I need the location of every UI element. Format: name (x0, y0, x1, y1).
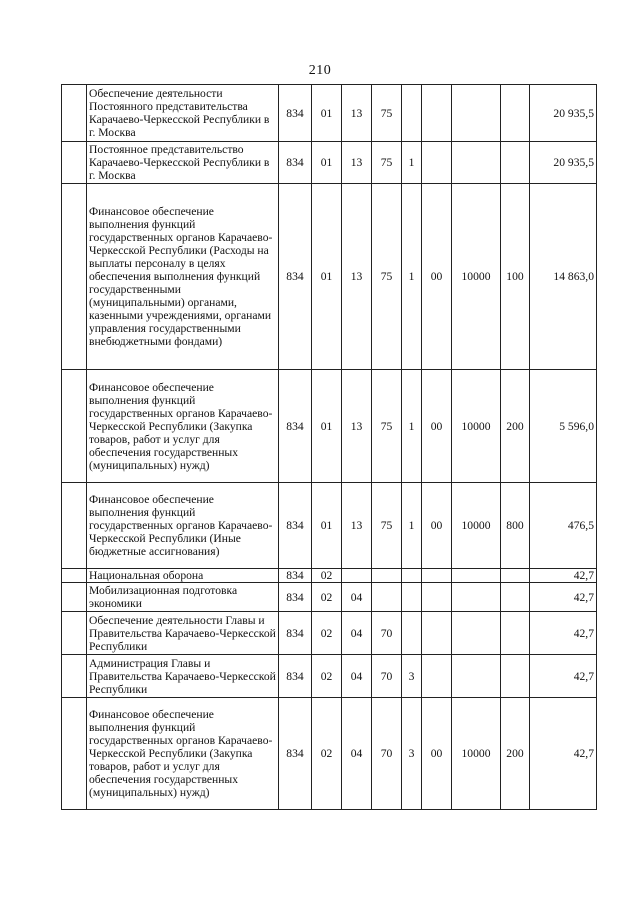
amount: 42,7 (530, 612, 597, 655)
subsection-code: 13 (342, 483, 372, 569)
table-row (62, 370, 597, 483)
budget-table (61, 84, 597, 810)
section-code: 01 (312, 184, 342, 370)
section-code: 01 (312, 483, 342, 569)
subsection-code: 04 (342, 583, 372, 612)
amount: 5 596,0 (530, 370, 597, 483)
table-row (62, 85, 597, 142)
section-code: 01 (312, 85, 342, 142)
item-name: Обеспечение деятельности Постоянного представительства Карачаево-Черкесской Республики в г. Москва (87, 85, 279, 142)
subprogram-code: 1 (402, 483, 422, 569)
activity-code: 00 (422, 483, 452, 569)
expense-type-code: 200 (501, 698, 530, 810)
expense-type-code (501, 655, 530, 698)
direction-code (452, 142, 501, 184)
direction-code: 10000 (452, 184, 501, 370)
table-row (62, 698, 597, 810)
direction-code: 10000 (452, 370, 501, 483)
amount: 42,7 (530, 655, 597, 698)
dept-code: 834 (279, 483, 312, 569)
program-code: 70 (372, 655, 402, 698)
item-name: Финансовое обеспечение выполнения функций государственных органов Карачаево-Черкесской Республики (Закупка товаров, работ и услуг для обеспечения государственных (муниципальных) нужд) (87, 698, 279, 810)
blank-cell (62, 85, 87, 142)
expense-type-code (501, 142, 530, 184)
subprogram-code: 3 (402, 698, 422, 810)
section-code: 02 (312, 612, 342, 655)
amount: 14 863,0 (530, 184, 597, 370)
subsection-code: 13 (342, 142, 372, 184)
amount: 20 935,5 (530, 85, 597, 142)
expense-type-code: 100 (501, 184, 530, 370)
subprogram-code: 3 (402, 655, 422, 698)
expense-type-code: 200 (501, 370, 530, 483)
dept-code: 834 (279, 569, 312, 583)
table-row (62, 184, 597, 370)
activity-code (422, 569, 452, 583)
dept-code: 834 (279, 583, 312, 612)
expense-type-code (501, 612, 530, 655)
activity-code (422, 612, 452, 655)
item-name: Финансовое обеспечение выполнения функций государственных органов Карачаево-Черкесской Республики (Иные бюджетные ассигнования) (87, 483, 279, 569)
subsection-code (342, 569, 372, 583)
table-row (62, 142, 597, 184)
subsection-code: 13 (342, 85, 372, 142)
table-row (62, 583, 597, 612)
expense-type-code (501, 85, 530, 142)
section-code: 02 (312, 655, 342, 698)
dept-code: 834 (279, 698, 312, 810)
program-code: 75 (372, 370, 402, 483)
table-row (62, 569, 597, 583)
subprogram-code: 1 (402, 370, 422, 483)
activity-code (422, 655, 452, 698)
section-code: 02 (312, 698, 342, 810)
dept-code: 834 (279, 85, 312, 142)
subsection-code: 04 (342, 655, 372, 698)
item-name: Постоянное представительство Карачаево-Черкесской Республики в г. Москва (87, 142, 279, 184)
table-row (62, 483, 597, 569)
dept-code: 834 (279, 184, 312, 370)
expense-type-code (501, 569, 530, 583)
program-code: 75 (372, 184, 402, 370)
activity-code (422, 85, 452, 142)
blank-cell (62, 569, 87, 583)
section-code: 02 (312, 569, 342, 583)
amount: 42,7 (530, 698, 597, 810)
activity-code: 00 (422, 370, 452, 483)
subprogram-code: 1 (402, 142, 422, 184)
blank-cell (62, 483, 87, 569)
direction-code: 10000 (452, 483, 501, 569)
program-code (372, 569, 402, 583)
activity-code (422, 583, 452, 612)
direction-code (452, 612, 501, 655)
section-code: 01 (312, 370, 342, 483)
blank-cell (62, 184, 87, 370)
program-code: 75 (372, 483, 402, 569)
subsection-code: 13 (342, 370, 372, 483)
item-name: Национальная оборона (87, 569, 279, 583)
program-code: 70 (372, 612, 402, 655)
activity-code: 00 (422, 698, 452, 810)
dept-code: 834 (279, 655, 312, 698)
item-name: Администрация Главы и Правительства Карачаево-Черкесской Республики (87, 655, 279, 698)
dept-code: 834 (279, 612, 312, 655)
section-code: 02 (312, 583, 342, 612)
subsection-code: 04 (342, 612, 372, 655)
subprogram-code (402, 569, 422, 583)
subsection-code: 04 (342, 698, 372, 810)
item-name: Мобилизационная подготовка экономики (87, 583, 279, 612)
direction-code: 10000 (452, 698, 501, 810)
direction-code (452, 583, 501, 612)
program-code: 75 (372, 85, 402, 142)
activity-code: 00 (422, 184, 452, 370)
subsection-code: 13 (342, 184, 372, 370)
dept-code: 834 (279, 142, 312, 184)
program-code (372, 583, 402, 612)
amount: 42,7 (530, 583, 597, 612)
section-code: 01 (312, 142, 342, 184)
dept-code: 834 (279, 370, 312, 483)
direction-code (452, 85, 501, 142)
item-name: Финансовое обеспечение выполнения функций государственных органов Карачаево-Черкесской Республики (Расходы на выплаты персоналу в целях обеспечения выполнения функций государственными (муниципальными) органами, казенными учреждениями, органами управления государственными внебюджетными фондами) (87, 184, 279, 370)
table-row (62, 612, 597, 655)
expense-type-code: 800 (501, 483, 530, 569)
blank-cell (62, 655, 87, 698)
amount: 20 935,5 (530, 142, 597, 184)
blank-cell (62, 370, 87, 483)
subprogram-code (402, 85, 422, 142)
program-code: 75 (372, 142, 402, 184)
subprogram-code: 1 (402, 184, 422, 370)
item-name: Финансовое обеспечение выполнения функций государственных органов Карачаево-Черкесской Республики (Закупка товаров, работ и услуг для обеспечения государственных (муниципальных) нужд) (87, 370, 279, 483)
amount: 476,5 (530, 483, 597, 569)
blank-cell (62, 583, 87, 612)
subprogram-code (402, 583, 422, 612)
amount: 42,7 (530, 569, 597, 583)
blank-cell (62, 142, 87, 184)
page-number: 210 (308, 63, 332, 78)
item-name: Обеспечение деятельности Главы и Правительства Карачаево-Черкесской Республики (87, 612, 279, 655)
blank-cell (62, 612, 87, 655)
program-code: 70 (372, 698, 402, 810)
expense-type-code (501, 583, 530, 612)
blank-cell (62, 698, 87, 810)
direction-code (452, 655, 501, 698)
table-row (62, 655, 597, 698)
subprogram-code (402, 612, 422, 655)
activity-code (422, 142, 452, 184)
direction-code (452, 569, 501, 583)
